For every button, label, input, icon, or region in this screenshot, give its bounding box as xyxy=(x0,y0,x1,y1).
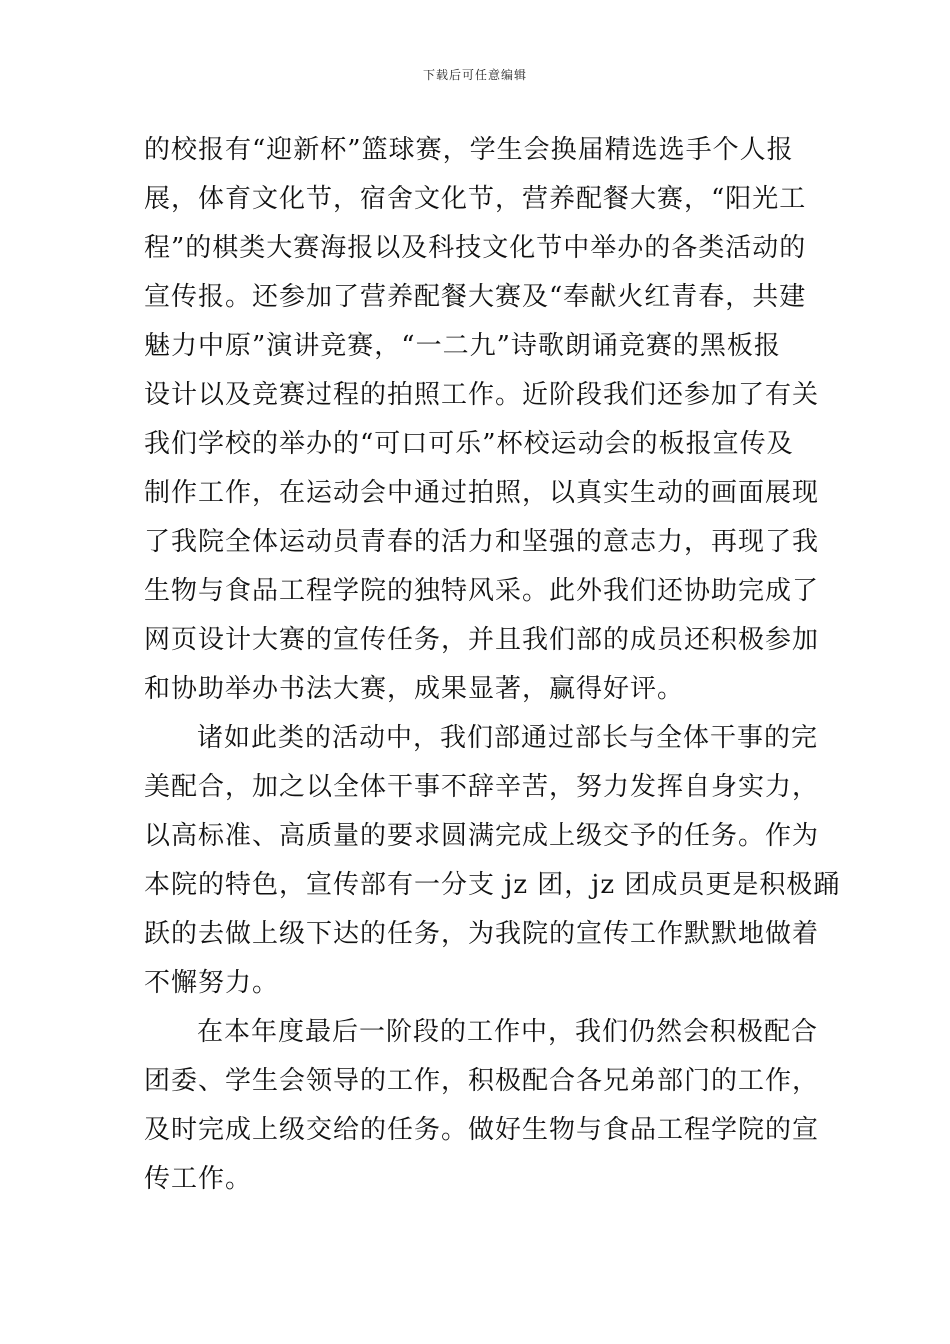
text-line: 宣传报。还参加了营养配餐大赛及“奉献火红青春，共建 xyxy=(144,282,807,312)
text-line: 的校报有“迎新杯”篮球赛，学生会换届精选选手个人报 xyxy=(144,135,794,165)
text-line: 和协助举办书法大赛，成果显著，赢得好评。 xyxy=(144,674,685,704)
text-line: 魅力中原”演讲竞赛，“一二九”诗歌朗诵竞赛的黑板报 xyxy=(144,331,781,361)
text-line: 美配合，加之以全体干事不辞辛苦，努力发挥自身实力， xyxy=(144,772,820,802)
text-line: 本院的特色，宣传部有一分支 jz 团，jz 团成员更是积极踊 xyxy=(144,870,841,900)
text-line: 传工作。 xyxy=(144,1164,253,1194)
paragraph-3 xyxy=(144,1008,820,1204)
text-line: 以高标准、高质量的要求圆满完成上级交予的任务。作为 xyxy=(144,821,820,851)
text-line: 生物与食品工程学院的独特风采。此外我们还协助完成了 xyxy=(144,576,820,606)
text-line: 及时完成上级交给的任务。做好生物与食品工程学院的宣 xyxy=(144,1115,820,1145)
text-line: 团委、学生会领导的工作，积极配合各兄弟部门的工作， xyxy=(144,1066,820,1096)
text-line: 跃的去做上级下达的任务，为我院的宣传工作默默地做着 xyxy=(144,919,820,949)
header-note: 下载后可任意编辑 xyxy=(422,68,527,82)
text-line: 展，体育文化节，宿舍文化节，营养配餐大赛，“阳光工 xyxy=(144,184,807,214)
text-line: 制作工作，在运动会中通过拍照，以真实生动的画面展现 xyxy=(144,478,820,508)
document-body xyxy=(144,126,841,1204)
text-line: 不懈努力。 xyxy=(144,968,280,998)
paragraph-1 xyxy=(144,126,820,714)
text-line: 我们学校的举办的“可口可乐”杯校运动会的板报宣传及 xyxy=(144,429,794,459)
text-line: 设计以及竞赛过程的拍照工作。近阶段我们还参加了有关 xyxy=(144,380,820,410)
text-line: 了我院全体运动员青春的活力和坚强的意志力，再现了我 xyxy=(144,527,820,557)
paragraph-2 xyxy=(144,714,841,1008)
text-line: 诸如此类的活动中，我们部通过部长与全体干事的完 xyxy=(197,723,819,753)
text-line: 程”的棋类大赛海报以及科技文化节中举办的各类活动的 xyxy=(144,233,807,263)
text-line: 在本年度最后一阶段的工作中，我们仍然会积极配合 xyxy=(197,1017,819,1047)
text-line: 网页设计大赛的宣传任务，并且我们部的成员还积极参加 xyxy=(144,625,820,655)
